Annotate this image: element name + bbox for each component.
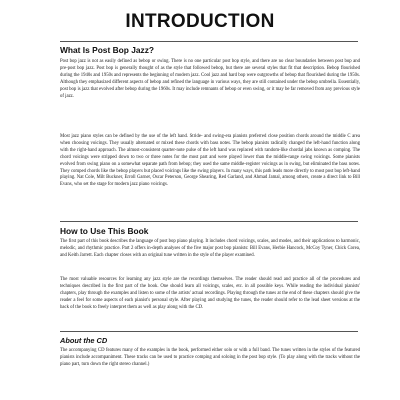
section-paragraph: The most valuable resources for learning any jazz style are the recordings themselves. The reader should read and practice all of the procedures and techniques described in the first part of the book. One should learn all voicings, scales, etc. in all possible keys. While reading the individual pianists' chapters, play through the examples and listen to some of the artists' actual recordings. Playing through the tunes at the end of these chapters should give the reader a feel for some aspects of each pianist's personal style. After playing and studying the tunes, the reader should refer to the lead sheet versions at the back of the book to freely interpret them as well as play along with the CD. <box>60 277 360 310</box>
section-divider <box>60 221 358 222</box>
section-heading-post-bop: What Is Post Bop Jazz? <box>60 45 154 55</box>
section-paragraph: Post bop jazz is not as easily defined as bebop or swing. There is no one particular post bop style, and there are no clear boundaries between post bop and pre-post bop jazz. Post bop is generally thought of as the style that followed bebop, but there are several styles that fit that description. Bebop flourished during the 1940s and 1950s and represents the beginning of modern jazz. Cool jazz and hard bop were outgrowths of bebop that flourished during the 1950s. Although they emphasized different aspects of bebop and refined the language in various ways, they are still contained under the bebop umbrella. Essentially, post bop is jazz that evolved after bebop during the 1960s. It may include remnants of bebop or even swing, or it may be far removed from any previous style of jazz. <box>60 59 360 99</box>
section-heading-about-cd: About the CD <box>60 336 108 345</box>
section-heading-how-to-use: How to Use This Book <box>60 226 149 236</box>
section-paragraph: Most jazz piano styles can be defined by the use of the left hand. Stride- and swing-era pianists preferred close position chords around the middle C area when choosing voicings. They usually alternated or mixed these chords with bass notes. The bebop pianists radically changed the left-hand function along with the right-hand approach. The almost-consistent quarter-note pulse of the left hand was replaced with random-like chordal jabs known as comping. The chord voicings were stripped down to two or three notes for the most part and were played lower than the middle-range swing voicings. Some pianists evolved from swing piano on a somewhat separate path from bebop; they used the same middle-register voicings as in swing, but eliminated the bass notes. They comped chords like the bebop players but placed voicings like the swing players. In many ways, this path leads more directly to most post bop left-hand playing. Nat Cole, Milt Buckner, Erroll Garner, Oscar Peterson, George Shearing, Red Garland, and Ahmad Jamal, among others, create a direct link to Bill Evans, who set the stage for modern jazz piano voicings. <box>60 134 360 188</box>
section-paragraph: The accompanying CD features many of the examples in the book, performed either solo or with a full band. The tunes written in the styles of the featured pianists include accompaniment. These tracks can be used to practice comping and soloing in the post bop style. (To play along with the tracks without the piano part, turn down the right stereo channel.) <box>60 348 360 367</box>
section-divider <box>60 41 358 42</box>
section-paragraph: The first part of this book describes the language of post bop piano playing. It includes chord voicings, scales, and modes, and their applications to harmonic, melodic, and rhythmic practice. Part 2 offers in-depth analyses of the five major post bop pianists: Bill Evans, Herbie Hancock, McCoy Tyner, Chick Corea, and Keith Jarrett. Each chapter closes with an original tune written in the style of the player examined. <box>60 239 360 258</box>
page-title: INTRODUCTION <box>125 11 275 32</box>
section-divider <box>60 331 358 332</box>
